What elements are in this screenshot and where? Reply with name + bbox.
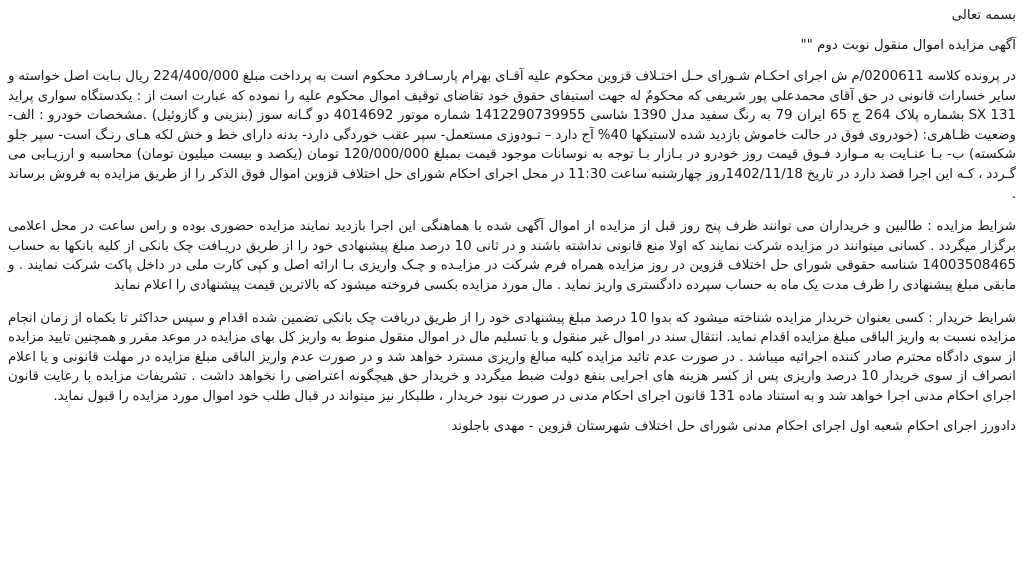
spacer — [8, 56, 1016, 67]
notice-title: آگهی مزایده اموال منقول نوبت دوم "" — [800, 38, 1016, 53]
spacer — [8, 26, 1016, 36]
spacer — [8, 407, 1016, 417]
buyer-terms-paragraph: شرایط خریدار : کسی بعنوان خریدار مزایده شناخته میشود که بدوا 10 درصد مبلغ پیشنهادی خود را از طریق دریافت چک بانکی تضمین شده اقدام و سپس حداکثر تا یکماه از زمان انجام مزایده نسبت به واریز الباقی مبلغ مزایده اقدام نماید. انتقال سند در اموال غیر منقول و یا تسلیم مال در اموال منقول منوط به واریز کل بهای مزایده در موعد مقرر و همچنین تایید مزایده از سوی دادگاه محترم صادر کننده اجرائیه میباشد . در صورت عدم تائید مزایده کلیه مبالغ واریزی مسترد خواهد شد و در صورت عدم واریز الباقی مبلغ مزایده در مهلت قانونی و یا اعلام انصراف از سوی خریدار 10 درصد واریزی پس از کسر هزینه های اجرایی بنفع دولت ضبط میگردد و خریدار حق هیچگونه اعتراضی را نخواهد داشت . تشریفات مزایده با رعایت قانون اجرای احکام مدنی اجرا خواهد شد و به استناد ماده 131 قانون اجرای احکام مدنی در صورت نبود خریدار ، طلبکار نیز میتواند در قبال طلب خود اموال مورد مزایده را قبول نماید. — [8, 310, 1016, 404]
spacer — [8, 204, 1016, 217]
case-details-paragraph: در پرونده کلاسه 0200611/م ش اجرای احکـام شـورای حـل اختـلاف قزوین محکوم علیه آقـای بهرام پارسـافرد محکوم است به پرداخت مبلغ 224/400/000 ریال بـابت اصل خواسته و سایر خسارات قانونی در حق آقای محمدعلی پور شریفی که محکومٌ له جهت استیفای حقوق خود تقاضای توقیف اموال محکوم علیه را نموده که عبارت است از : یکدستگاه سواری پراید 131 SX بشماره پلاک 264 ج 65 ایران 79 به رنگ سفید مدل 1390 شاسی 1412290739955 شماره موتور 4014692 دو گـانه سوز (بنزینی و گازوئیل) .مشخصات خودرو : الف- وضعیت ظـاهری: (خودروی فوق در حالت خاموش بازدید شده لاستیکها 40% آج دارد – تـودوزی مستعمل- سپر عقب خوردگی دارد- بدنه دارای خط و خش لکه هـای رنـگ است- سپر جلو شکسته) ب- بـا عنـایت به مـوارد فـوق قیمت روز خودرو در بـازار بـا توجه به نوسانات موجود قیمت بمبلغ 120/000/000 تومان (یکصد و بیست میلیون تومان) محاسبه و ارزیـابی می گـردد ، کـه این اجرا قصد دارد در تاریخ 1402/11/18روز چهارشنبه ساعت 11:30 در محل اجرای احکام شورای حل اختلاف قزوین اموال فوق الذکر را از طریق مزایده به فروش برساند . — [8, 69, 1017, 202]
auction-terms-paragraph: شرایط مزایده : طالبین و خریداران می توانند ظرف پنج روز قبل از مزایده از اموال آگهی شده با هماهنگی این اجرا بازدید نمایند مزایده حضوری بوده و راس ساعت در محل اعلامی برگزار میگردد . کسانی میتوانند در مزایده شرکت نمایند که اولا منع قانونی نداشته باشند و در ثانی 10 درصد مبلغ پیشنهادی خود را از طریق دریـافت چک بانکی از کلیه بانکها به حساب 14003508465 شناسه حقوقی شورای حل اختلاف قزوین در روز مزایده همراه فرم شرکت در مزایـده و چـک واریزی بـا ارائه اصل و کپی کارت ملی در داخل پاکت شرکت نمایند . و مابقی مبلغ پیشنهادی را ظرف مدت یک ماه به حساب سپرده دادگستری واریز نماید . مال مورد مزایده بکسی فروخته میشود که بالاترین قیمت پیشنهادی را اعلام نماید — [8, 219, 1016, 293]
signature-line: دادورز اجرای احکام شعبه اول اجرای احکام مدنی شورای حل اختلاف شهرستان قزوین - مهدی باجلوند — [451, 418, 1016, 434]
bismillah-heading: بسمه تعالی — [951, 8, 1016, 23]
spacer — [8, 296, 1016, 309]
